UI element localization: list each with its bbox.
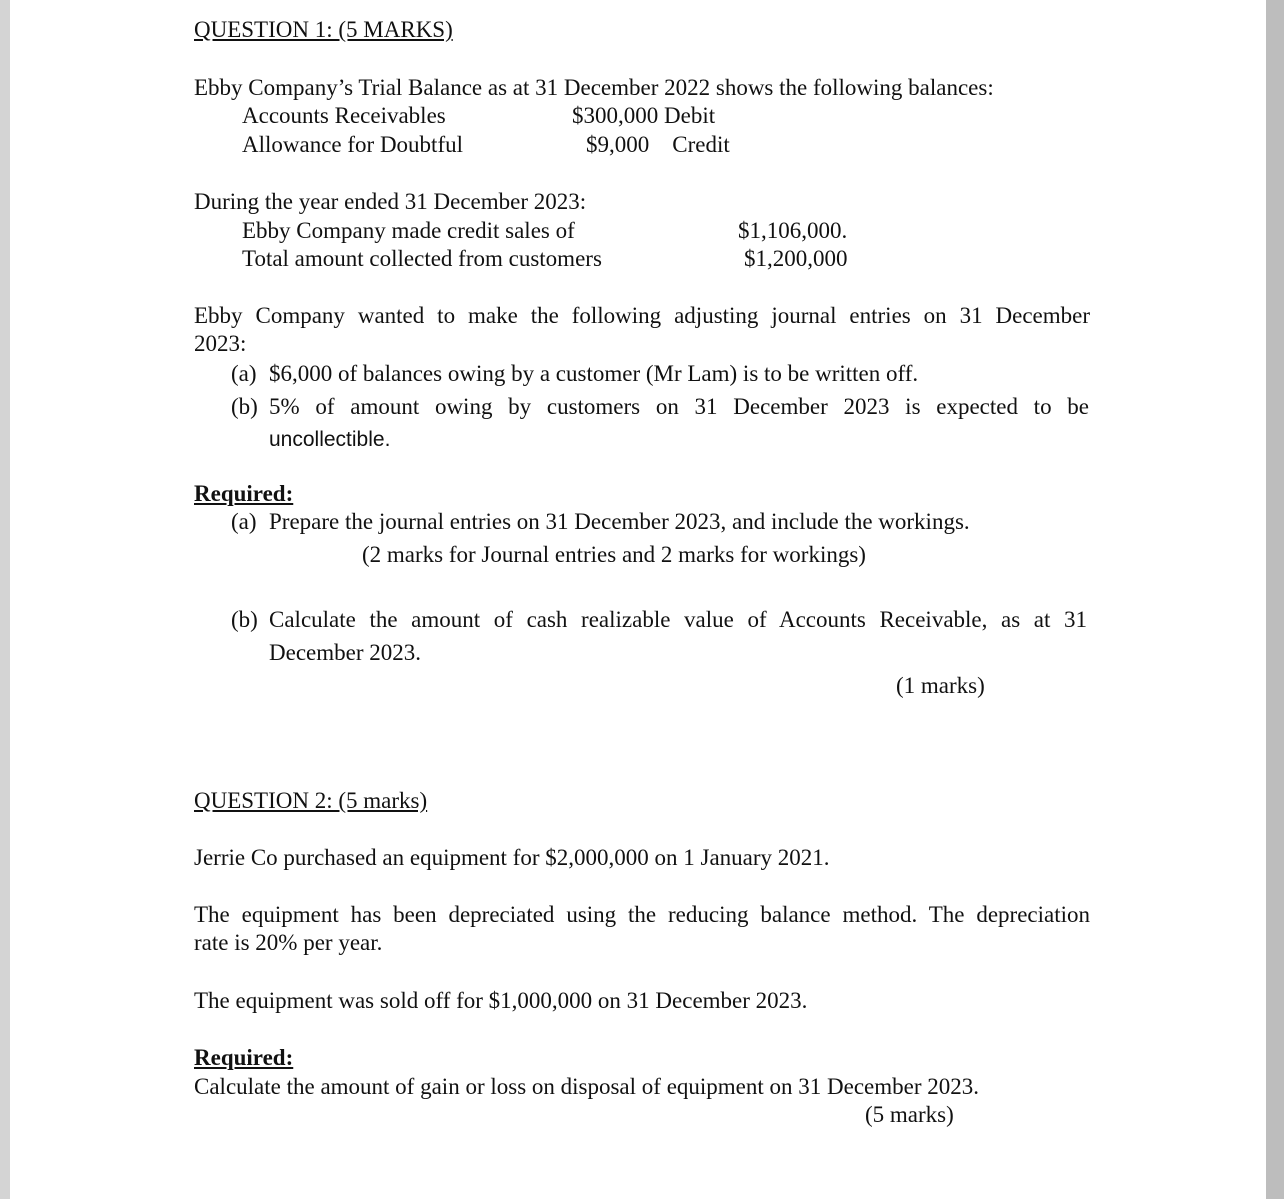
transaction-label-sales: Ebby Company made credit sales of xyxy=(242,218,575,243)
q2-required-marks: (5 marks) xyxy=(865,1102,954,1127)
q2-heading: QUESTION 2: (5 marks) xyxy=(194,788,428,813)
required-b-text-line2: December 2023. xyxy=(269,640,421,665)
q1-adjusting-line2: 2023: xyxy=(194,331,247,356)
q1-adjusting-line1: Ebby Company wanted to make the following adjusting journal entries on 31 December xyxy=(194,303,1090,328)
q2-depreciation-line2: rate is 20% per year. xyxy=(194,930,383,955)
item-b-text-line1: 5% of amount owing by customers on 31 December 2023 is expected to be xyxy=(269,394,1089,419)
q1-intro: Ebby Company’s Trial Balance as at 31 December 2022 shows the following balances: xyxy=(194,75,994,100)
item-a-marker: (a) xyxy=(231,361,257,386)
q1-required-label: Required: xyxy=(194,481,294,506)
required-a-text: Prepare the journal entries on 31 December 2023, and include the workings. xyxy=(269,509,970,534)
balance-amount-allowance: $9,000 Credit xyxy=(586,132,730,157)
q2-purchase: Jerrie Co purchased an equipment for $2,000,000 on 1 January 2021. xyxy=(194,845,830,870)
required-b-text-line1: Calculate the amount of cash realizable value of Accounts Receivable, as at 31 xyxy=(269,607,1087,632)
item-b-marker: (b) xyxy=(231,394,258,419)
balance-label-ar: Accounts Receivables xyxy=(242,103,446,128)
q1-heading: QUESTION 1: (5 MARKS) xyxy=(194,17,453,42)
page-edge-left xyxy=(0,0,10,1199)
page-edge-right xyxy=(1266,0,1284,1199)
balance-label-allowance: Allowance for Doubtful xyxy=(242,132,463,157)
q2-sold: The equipment was sold off for $1,000,000 on 31 December 2023. xyxy=(194,988,808,1013)
q2-required-label: Required: xyxy=(194,1045,294,1070)
q2-required-text: Calculate the amount of gain or loss on disposal of equipment on 31 December 2023. xyxy=(194,1074,980,1099)
balance-amount-ar: $300,000 Debit xyxy=(572,103,716,128)
item-b-text-line2: uncollectible. xyxy=(269,428,391,451)
required-b-marker: (b) xyxy=(231,607,258,632)
q2-depreciation-line1: The equipment has been depreciated using the reducing balance method. The depreciation xyxy=(194,902,1090,927)
required-a-marks: (2 marks for Journal entries and 2 marks for workings) xyxy=(362,542,866,567)
item-a-text: $6,000 of balances owing by a customer (Mr Lam) is to be written off. xyxy=(269,361,919,386)
transaction-amount-sales: $1,106,000. xyxy=(738,218,848,243)
required-a-marker: (a) xyxy=(231,509,257,534)
transaction-label-collected: Total amount collected from customers xyxy=(242,246,602,271)
required-b-marks: (1 marks) xyxy=(896,673,985,698)
document-page xyxy=(10,0,1266,1199)
transaction-amount-collected: $1,200,000 xyxy=(744,246,848,271)
q1-during: During the year ended 31 December 2023: xyxy=(194,189,587,214)
